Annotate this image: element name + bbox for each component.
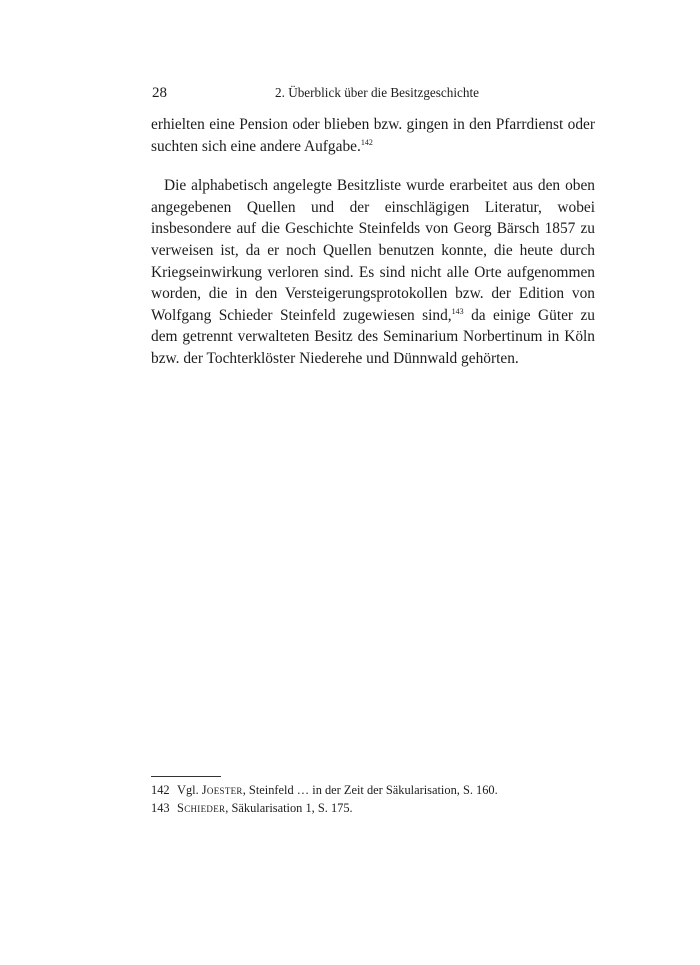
footnote-citation: , Steinfeld … in der Zeit der Säkularisation, S. 160. bbox=[242, 783, 498, 797]
footnote bbox=[151, 800, 595, 818]
footnote-reference: 142 bbox=[360, 137, 373, 147]
body-text bbox=[151, 114, 595, 370]
footnote-reference: 143 bbox=[451, 306, 464, 316]
footnote-author: Schieder bbox=[177, 800, 226, 815]
paragraph-text: Die alphabetisch angelegte Besitzliste wurde erarbeitet aus den oben angegebenen Quellen und der einschlägigen Literatur, wobei insbesondere auf die Geschichte Steinfelds von Georg Bärsch 1857 zu verweisen ist, da er noch Quellen benutzen konnte, die heute durch Kriegseinwirkung verloren sind. Es sind nicht alle Orte aufgenommen worden, die in den Versteigerungsprotokollen bzw. der Edition von Wolfgang Schieder Steinfeld zugewiesen sind, bbox=[151, 177, 595, 324]
footnote-prefix: Vgl. bbox=[177, 783, 202, 797]
running-header bbox=[151, 82, 595, 104]
footnote-citation: , Säkularisation 1, S. 175. bbox=[225, 800, 353, 815]
paragraph-text-continued: da einige Güter zu dem getrennt verwalteten Besitz des Seminarium Norbertinum in Köln bzw. der Tochterklöster Niederehe und Dünnwald gehörten. bbox=[151, 306, 595, 367]
page-number: 28 bbox=[152, 85, 167, 101]
footnote-author: Joester bbox=[201, 783, 243, 797]
footnote-separator-rule bbox=[151, 776, 221, 777]
page-content bbox=[151, 82, 595, 370]
paragraph bbox=[151, 175, 595, 369]
paragraph bbox=[151, 114, 595, 157]
chapter-running-title: 2. Überblick über die Besitzgeschichte bbox=[275, 85, 479, 100]
paragraph-text: erhielten eine Pension oder blieben bzw. gingen in den Pfarrdienst oder suchten sich eine andere Aufgabe. bbox=[151, 116, 595, 155]
footnote-number: 143 bbox=[151, 800, 170, 815]
footnote bbox=[151, 782, 595, 800]
footnote-number: 142 bbox=[151, 783, 170, 797]
footnotes bbox=[151, 776, 595, 818]
